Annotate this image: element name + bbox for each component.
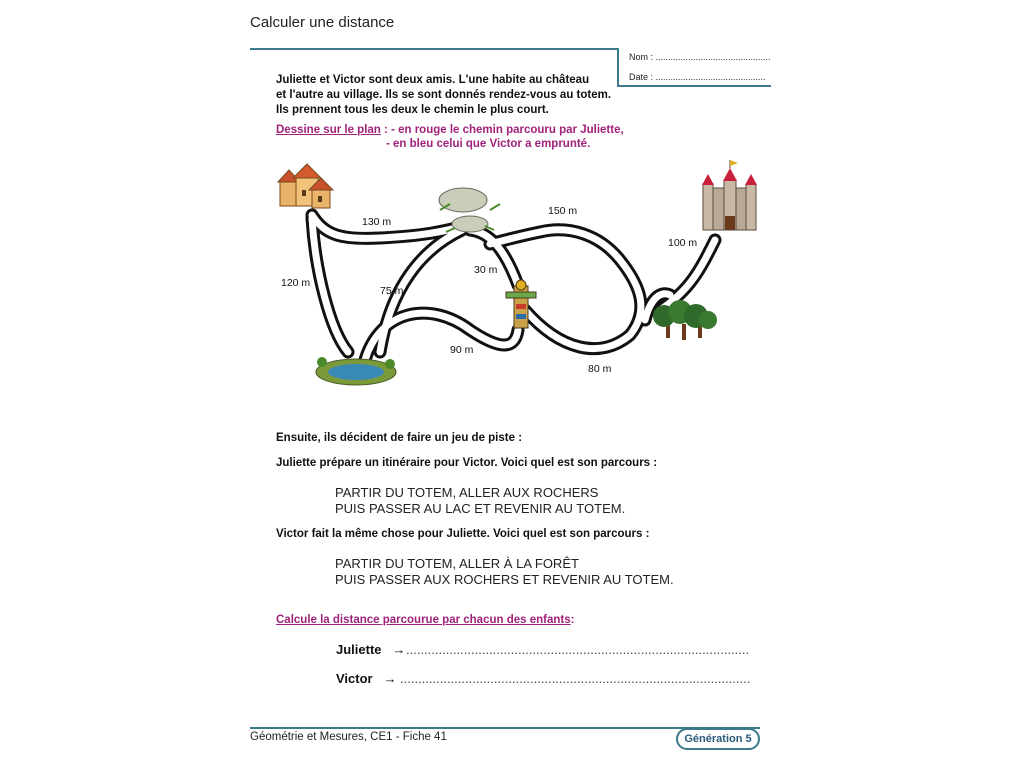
route-juliette [335, 485, 625, 517]
instruction [276, 123, 624, 151]
castle-icon [702, 160, 757, 230]
answer-name: Juliette [336, 642, 382, 657]
lake-icon [316, 357, 396, 385]
route-line: PUIS PASSER AUX ROCHERS ET REVENIR AU TOTEM. [335, 572, 674, 587]
answer-victor-field[interactable]: ................................................................................................. [400, 671, 751, 686]
answer-name: Victor [336, 671, 373, 686]
village-icon [278, 164, 333, 208]
intro-line: Ils prennent tous les deux le chemin le plus court. [276, 104, 549, 116]
calc-question-colon: : [570, 614, 575, 626]
name-field: Nom : .............................................. [629, 52, 771, 62]
route-victor [335, 556, 674, 588]
route-line: PARTIR DU TOTEM, ALLER À LA FORÊT [335, 556, 579, 571]
generation-badge: Génération 5 [676, 728, 760, 750]
victor-prep-text: Victor fait la même chose pour Juliette. Voici quel est son parcours : [276, 528, 650, 540]
arrow-icon: → [383, 671, 397, 686]
distance-label: 75 m [380, 285, 404, 297]
calc-question [276, 614, 574, 626]
distance-label: 90 m [450, 344, 474, 356]
calc-question-text: Calcule la distance parcourue par chacun des enfants [276, 614, 571, 626]
distance-label: 30 m [474, 264, 498, 276]
footer-text: Géométrie et Mesures, CE1 - Fiche 41 [250, 731, 447, 743]
instruction-lead: Dessine sur le plan [276, 124, 381, 136]
intro-line: Juliette et Victor sont deux amis. L'une habite au château [276, 74, 590, 86]
distance-label: 80 m [588, 363, 612, 375]
intro-line: et l'autre au village. Ils se sont donnés rendez-vous au totem. [276, 89, 612, 101]
route-line: PUIS PASSER AU LAC ET REVENIR AU TOTEM. [335, 501, 626, 516]
arrow-icon: → [392, 642, 406, 657]
answer-juliette-field[interactable]: ............................................................................................... [406, 642, 750, 657]
header-rule [250, 48, 618, 50]
page-title: Calculer une distance [250, 14, 395, 31]
distance-label: 120 m [281, 277, 311, 289]
answer-victor-label [336, 671, 396, 686]
answer-juliette-label [336, 642, 405, 657]
distance-label: 130 m [362, 216, 392, 228]
forest-icon [653, 300, 717, 340]
distance-label: 150 m [548, 205, 578, 217]
route-map [270, 160, 770, 390]
date-field: Date : ............................................ [629, 72, 766, 82]
ensuite-text: Ensuite, ils décident de faire un jeu de piste : [276, 432, 523, 444]
instruction-line1: : - en rouge le chemin parcouru par Juliette, [380, 124, 624, 136]
instruction-line2: - en bleu celui que Victor a emprunté. [386, 138, 591, 150]
intro-text [276, 73, 611, 118]
distance-label: 100 m [668, 237, 698, 249]
juliette-prep-text: Juliette prépare un itinéraire pour Victor. Voici quel est son parcours : [276, 457, 658, 469]
route-line: PARTIR DU TOTEM, ALLER AUX ROCHERS [335, 485, 599, 500]
